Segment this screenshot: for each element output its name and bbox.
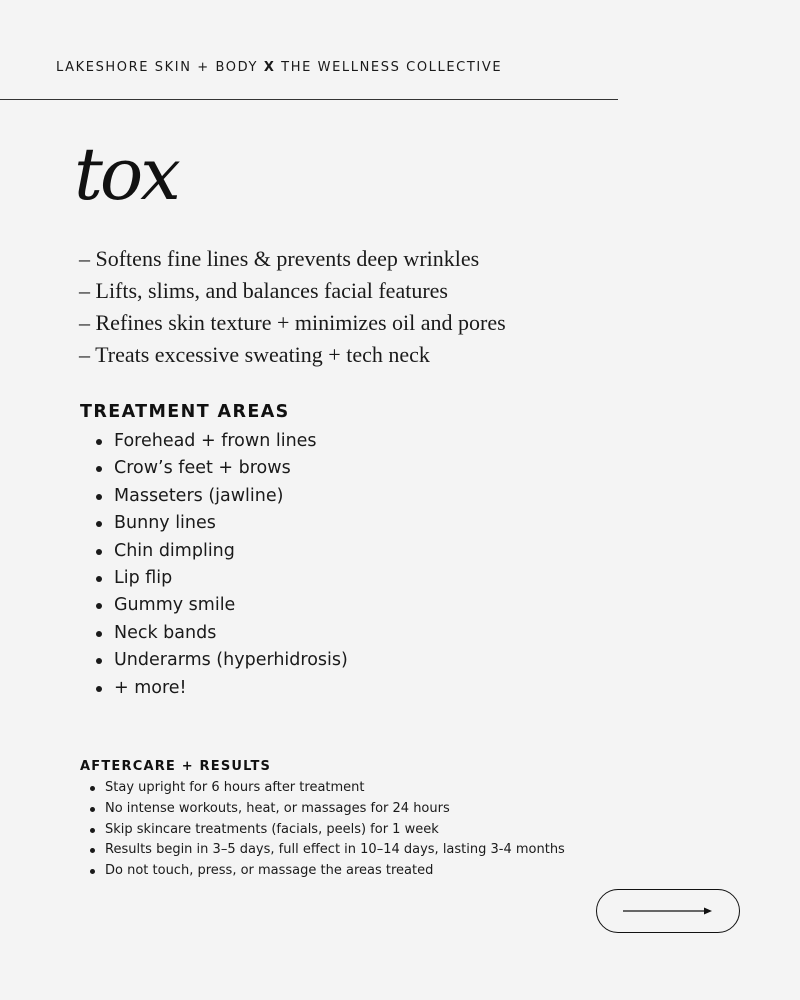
treatment-area-item: + more! [96, 675, 348, 702]
benefit-item: – Refines skin texture + minimizes oil and pores [79, 310, 506, 335]
treatment-area-item: Forehead + frown lines [96, 428, 348, 455]
benefit-item: – Softens fine lines & prevents deep wrinkles [79, 246, 480, 271]
brand-separator: X [263, 60, 276, 75]
arrow-right-icon [622, 906, 714, 916]
treatment-area-item: Gummy smile [96, 592, 348, 619]
brand-header [56, 60, 502, 75]
treatment-area-item: Underarms (hyperhidrosis) [96, 647, 348, 674]
treatment-areas-list [96, 428, 348, 702]
treatment-area-item: Chin dimpling [96, 538, 348, 565]
benefit-item: – Treats excessive sweating + tech neck [79, 342, 430, 367]
header-divider [0, 99, 618, 100]
benefit-item: – Lifts, slims, and balances facial features [79, 278, 448, 303]
aftercare-item: No intense workouts, heat, or massages for 24 hours [90, 799, 565, 820]
brand-right: THE WELLNESS COLLECTIVE [281, 60, 503, 75]
aftercare-item: Do not touch, press, or massage the areas treated [90, 861, 565, 882]
aftercare-item: Results begin in 3–5 days, full effect in 10–14 days, lasting 3-4 months [90, 840, 565, 861]
treatment-area-item: Bunny lines [96, 510, 348, 537]
benefits-list [79, 243, 506, 371]
aftercare-item: Skip skincare treatments (facials, peels) for 1 week [90, 820, 565, 841]
treatment-area-item: Masseters (jawline) [96, 483, 348, 510]
page-title: tox [74, 132, 178, 216]
treatment-area-item: Lip flip [96, 565, 348, 592]
aftercare-list [90, 778, 565, 882]
treatment-area-item: Crow’s feet + brows [96, 455, 348, 482]
next-button[interactable] [596, 889, 740, 933]
aftercare-heading: AFTERCARE + RESULTS [80, 759, 272, 774]
treatment-areas-heading: TREATMENT AREAS [80, 402, 290, 422]
treatment-area-item: Neck bands [96, 620, 348, 647]
aftercare-item: Stay upright for 6 hours after treatment [90, 778, 565, 799]
brand-left: LAKESHORE SKIN + BODY [56, 60, 259, 75]
